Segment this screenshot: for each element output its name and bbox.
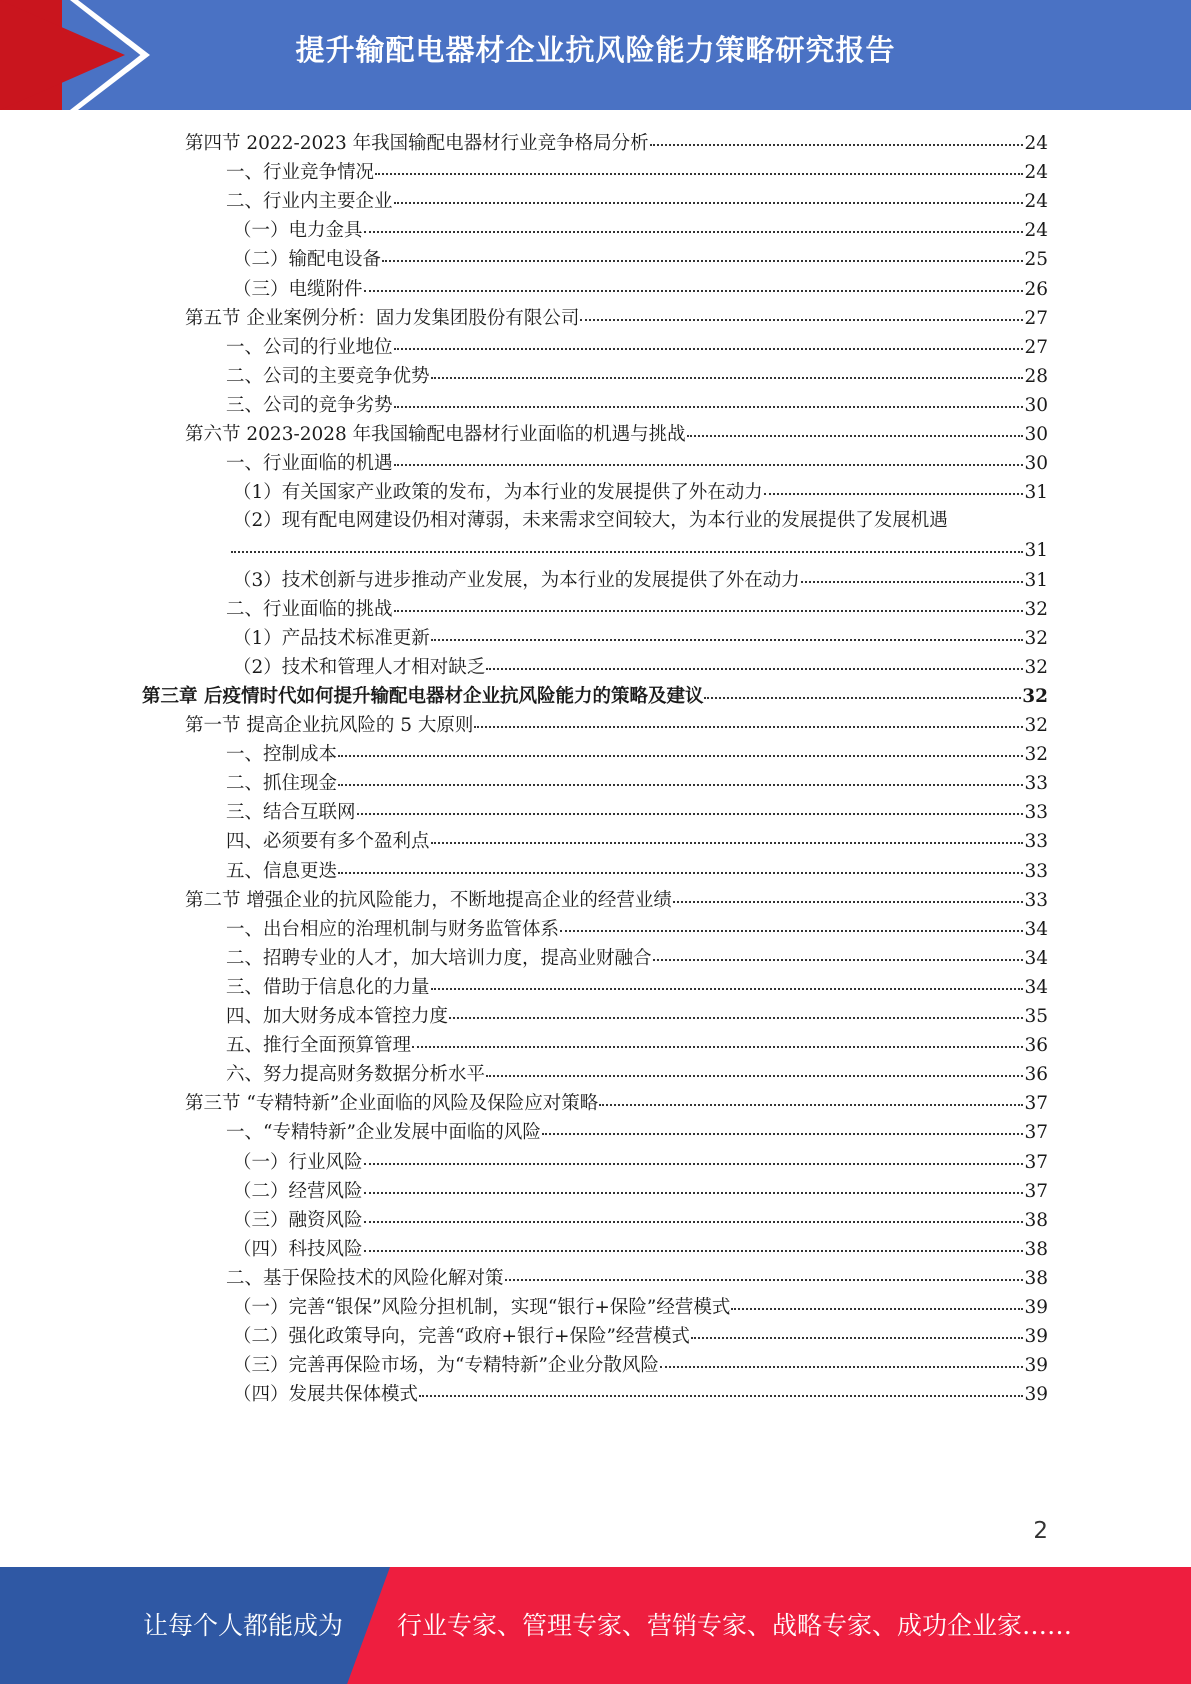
toc-entry-title: 三、公司的竞争劣势 <box>226 394 393 416</box>
toc-entry-page: 36 <box>1024 1035 1048 1057</box>
toc-dot-leader <box>364 1230 1024 1252</box>
toc-entry-page: 24 <box>1024 191 1048 213</box>
toc-entry-page: 35 <box>1024 1006 1048 1027</box>
toc-entry-page: 37 <box>1024 1093 1048 1115</box>
toc-entry-page: 32 <box>1024 744 1048 766</box>
toc-entry-page: 36 <box>1024 1064 1048 1086</box>
toc-dot-leader <box>364 211 1024 233</box>
toc-entry-title: 二、招聘专业的人才，加大培训力度，提高业财融合 <box>226 947 652 969</box>
toc-entry-title: 三、借助于信息化的力量 <box>226 976 430 998</box>
toc-dot-leader <box>486 1055 1023 1077</box>
toc-dot-leader <box>673 881 1024 903</box>
toc-entry-title: 第六节 2023-2028 年我国输配电器材行业面临的机遇与挑战 <box>185 424 686 445</box>
page-header <box>0 0 1191 110</box>
toc-dot-leader <box>801 561 1024 583</box>
toc-entry-title: 第五节 企业案例分析：固力发集团股份有限公司 <box>185 307 580 329</box>
toc-dot-leader <box>687 415 1024 437</box>
toc-entry-page: 39 <box>1024 1326 1048 1348</box>
toc-dot-leader <box>231 531 1023 553</box>
toc-entry-title: （2）技术和管理人才相对缺乏 <box>233 656 486 678</box>
toc-entry-title: （四）科技风险 <box>233 1238 363 1260</box>
toc-entry-page: 38 <box>1024 1267 1048 1289</box>
toc-dot-leader <box>542 1113 1024 1135</box>
toc-entry-title: 第三节 “专精特新”企业面临的风险及保险应对策略 <box>185 1093 599 1115</box>
toc-dot-leader <box>357 793 1024 815</box>
toc-entry-page: 27 <box>1024 336 1048 358</box>
toc-dot-leader <box>691 1317 1024 1339</box>
toc-entry-title: 四、必须要有多个盈利点 <box>226 831 430 853</box>
toc-entry-page: 32 <box>1024 656 1048 678</box>
report-title: 提升输配电器材企业抗风险能力策略研究报告 <box>295 33 896 67</box>
toc-entry-page: 32 <box>1024 598 1048 620</box>
toc-entry-page: 31 <box>1024 569 1048 591</box>
toc-entry-title: （二）强化政策导向，完善“政府+银行+保险”经营模式 <box>233 1326 690 1348</box>
toc-entry-title: （1）有关国家产业政策的发布，为本行业的发展提供了外在动力 <box>233 482 763 504</box>
toc-entry-page: 37 <box>1024 1151 1048 1173</box>
toc-entry-page: 31 <box>1024 482 1048 504</box>
toc-dot-leader <box>653 939 1024 961</box>
page-footer <box>0 1567 1191 1684</box>
toc-entry-title: （3）技术创新与进步推动产业发展，为本行业的发展提供了外在动力 <box>233 569 800 591</box>
toc-dot-leader <box>364 1172 1024 1194</box>
toc-entry-title: （四）发展共保体模式 <box>233 1384 419 1406</box>
toc-entry-title: （二）经营风险 <box>233 1180 363 1202</box>
toc-entry-page: 24 <box>1024 220 1048 242</box>
toc-entry-page: 37 <box>1024 1180 1048 1202</box>
toc-dot-leader <box>394 590 1024 612</box>
toc-dot-leader <box>431 619 1024 641</box>
toc-entry-title: 二、基于保险技术的风险化解对策 <box>226 1267 504 1289</box>
toc-entry-title: 第四节 2022-2023 年我国输配电器材行业竞争格局分析 <box>185 133 649 154</box>
toc-entry-title: （二）输配电设备 <box>233 249 382 271</box>
toc-entry[interactable] <box>233 476 1048 507</box>
toc-entry-page: 24 <box>1024 133 1048 154</box>
toc-entry-title: 三、结合互联网 <box>226 802 356 824</box>
toc-entry-title: 二、行业面临的挑战 <box>226 598 393 620</box>
toc-entry-page: 34 <box>1024 976 1048 998</box>
toc-entry-page: 30 <box>1024 424 1048 445</box>
toc-dot-leader <box>474 706 1023 728</box>
footer-slogan-right: 行业专家、管理专家、营销专家、战略专家、成功企业家…… <box>397 1611 1073 1640</box>
toc-entry-page: 33 <box>1024 860 1048 882</box>
toc-entry-page: 33 <box>1024 773 1048 795</box>
toc-entry-title: 一、“专精特新”企业发展中面临的风险 <box>226 1122 541 1144</box>
toc-entry-title: 一、公司的行业地位 <box>226 336 393 358</box>
toc-entry[interactable] <box>233 1378 1048 1409</box>
toc-entry-title: 一、行业竞争情况 <box>226 162 375 184</box>
toc-entry-page: 25 <box>1024 249 1048 271</box>
toc-dot-leader <box>580 299 1023 321</box>
toc-entry-page: 26 <box>1024 278 1048 300</box>
toc-dot-leader <box>419 1375 1023 1397</box>
toc-dot-leader <box>431 968 1024 990</box>
toc-dot-leader <box>412 1026 1023 1048</box>
toc-entry-title: 五、推行全面预算管理 <box>226 1035 412 1057</box>
toc-entry-page: 32 <box>1024 715 1048 736</box>
toc-entry-page: 24 <box>1024 162 1048 184</box>
toc-dot-leader <box>505 1259 1024 1281</box>
toc-dot-leader <box>338 735 1023 757</box>
toc-entry-page: 38 <box>1024 1209 1048 1231</box>
toc-entry-title: 第三章 后疫情时代如何提升输配电器材企业抗风险能力的策略及建议 <box>142 685 704 707</box>
toc-dot-leader <box>431 822 1024 844</box>
toc-entry-title: 一、行业面临的机遇 <box>226 453 393 475</box>
toc-dot-leader <box>338 764 1023 786</box>
toc-entry-page: 33 <box>1024 889 1048 911</box>
toc-entry-page: 28 <box>1024 365 1048 387</box>
toc-entry-title: （三）融资风险 <box>233 1209 363 1231</box>
toc-entry-page: 33 <box>1024 802 1048 824</box>
toc-entry-title: 一、出台相应的治理机制与财务监管体系 <box>226 918 560 940</box>
toc-dot-leader <box>364 270 1024 292</box>
toc-entry-title: 一、控制成本 <box>226 744 338 766</box>
toc-dot-leader <box>394 386 1024 408</box>
toc-dot-leader <box>650 124 1024 146</box>
toc-entry-title: 二、抓住现金 <box>226 773 338 795</box>
toc-dot-leader <box>731 1288 1023 1310</box>
toc-entry-title: 六、努力提高财务数据分析水平 <box>226 1064 486 1086</box>
toc-dot-leader <box>599 1084 1023 1106</box>
toc-entry-title: （1）产品技术标准更新 <box>233 627 430 649</box>
toc-dot-leader <box>486 648 1023 670</box>
toc-entry-title: （2）现有配电网建设仍相对薄弱，未来需求空间较大，为本行业的发展提供了发展机遇 <box>233 510 948 532</box>
toc-dot-leader <box>394 444 1024 466</box>
toc-entry-page: 30 <box>1024 453 1048 475</box>
toc-dot-leader <box>449 997 1023 1019</box>
toc-entry-page: 38 <box>1024 1238 1048 1260</box>
toc-dot-leader <box>704 677 1021 699</box>
toc-dot-leader <box>375 153 1023 175</box>
toc-dot-leader <box>364 1143 1024 1165</box>
toc-entry-page: 34 <box>1024 947 1048 969</box>
toc-entry-title: 四、加大财务成本管控力度 <box>226 1006 449 1027</box>
toc-entry-page: 27 <box>1024 307 1048 329</box>
page-number: 2 <box>1033 1518 1048 1544</box>
footer-slogan-left: 让每个人都能成为 <box>143 1611 344 1640</box>
toc-entry-title: 五、信息更迭 <box>226 860 338 882</box>
toc-entry-title: （一）完善“银保”风险分担机制，实现“银行+保险”经营模式 <box>233 1297 731 1318</box>
toc-entry-title: （一）电力金具 <box>233 220 363 242</box>
toc-entry-page: 30 <box>1024 394 1048 416</box>
toc-entry-page: 39 <box>1024 1384 1048 1406</box>
toc-dot-leader <box>660 1346 1024 1368</box>
toc-entry-page: 32 <box>1024 627 1048 649</box>
toc-entry-page: 37 <box>1024 1122 1048 1144</box>
toc-entry-title: 二、公司的主要竞争优势 <box>226 365 430 387</box>
toc-entry-page: 39 <box>1024 1355 1048 1377</box>
toc-dot-leader <box>394 328 1024 350</box>
toc-entry-title: （一）行业风险 <box>233 1151 363 1173</box>
toc-entry-title: 第二节 增强企业的抗风险能力，不断地提高企业的经营业绩 <box>185 889 672 911</box>
toc-dot-leader <box>364 1201 1024 1223</box>
toc-entry-page: 39 <box>1024 1297 1048 1318</box>
toc-entry-page: 33 <box>1024 831 1048 853</box>
toc-entry-page: 31 <box>1024 540 1048 562</box>
toc-dot-leader <box>764 473 1024 495</box>
toc-entry-title: （三）完善再保险市场，为“专精特新”企业分散风险 <box>233 1355 659 1377</box>
toc-entry-title: 二、行业内主要企业 <box>226 191 393 213</box>
toc-dot-leader <box>382 240 1023 262</box>
toc-entry-title: 第一节 提高企业抗风险的 5 大原则 <box>185 715 474 736</box>
toc-dot-leader <box>338 852 1023 874</box>
toc-entry-page: 32 <box>1022 685 1048 707</box>
toc-dot-leader <box>431 357 1024 379</box>
toc-dot-leader <box>394 182 1024 204</box>
toc-entry-page: 34 <box>1024 918 1048 940</box>
toc-dot-leader <box>560 910 1023 932</box>
toc-entry-title: （三）电缆附件 <box>233 278 363 300</box>
